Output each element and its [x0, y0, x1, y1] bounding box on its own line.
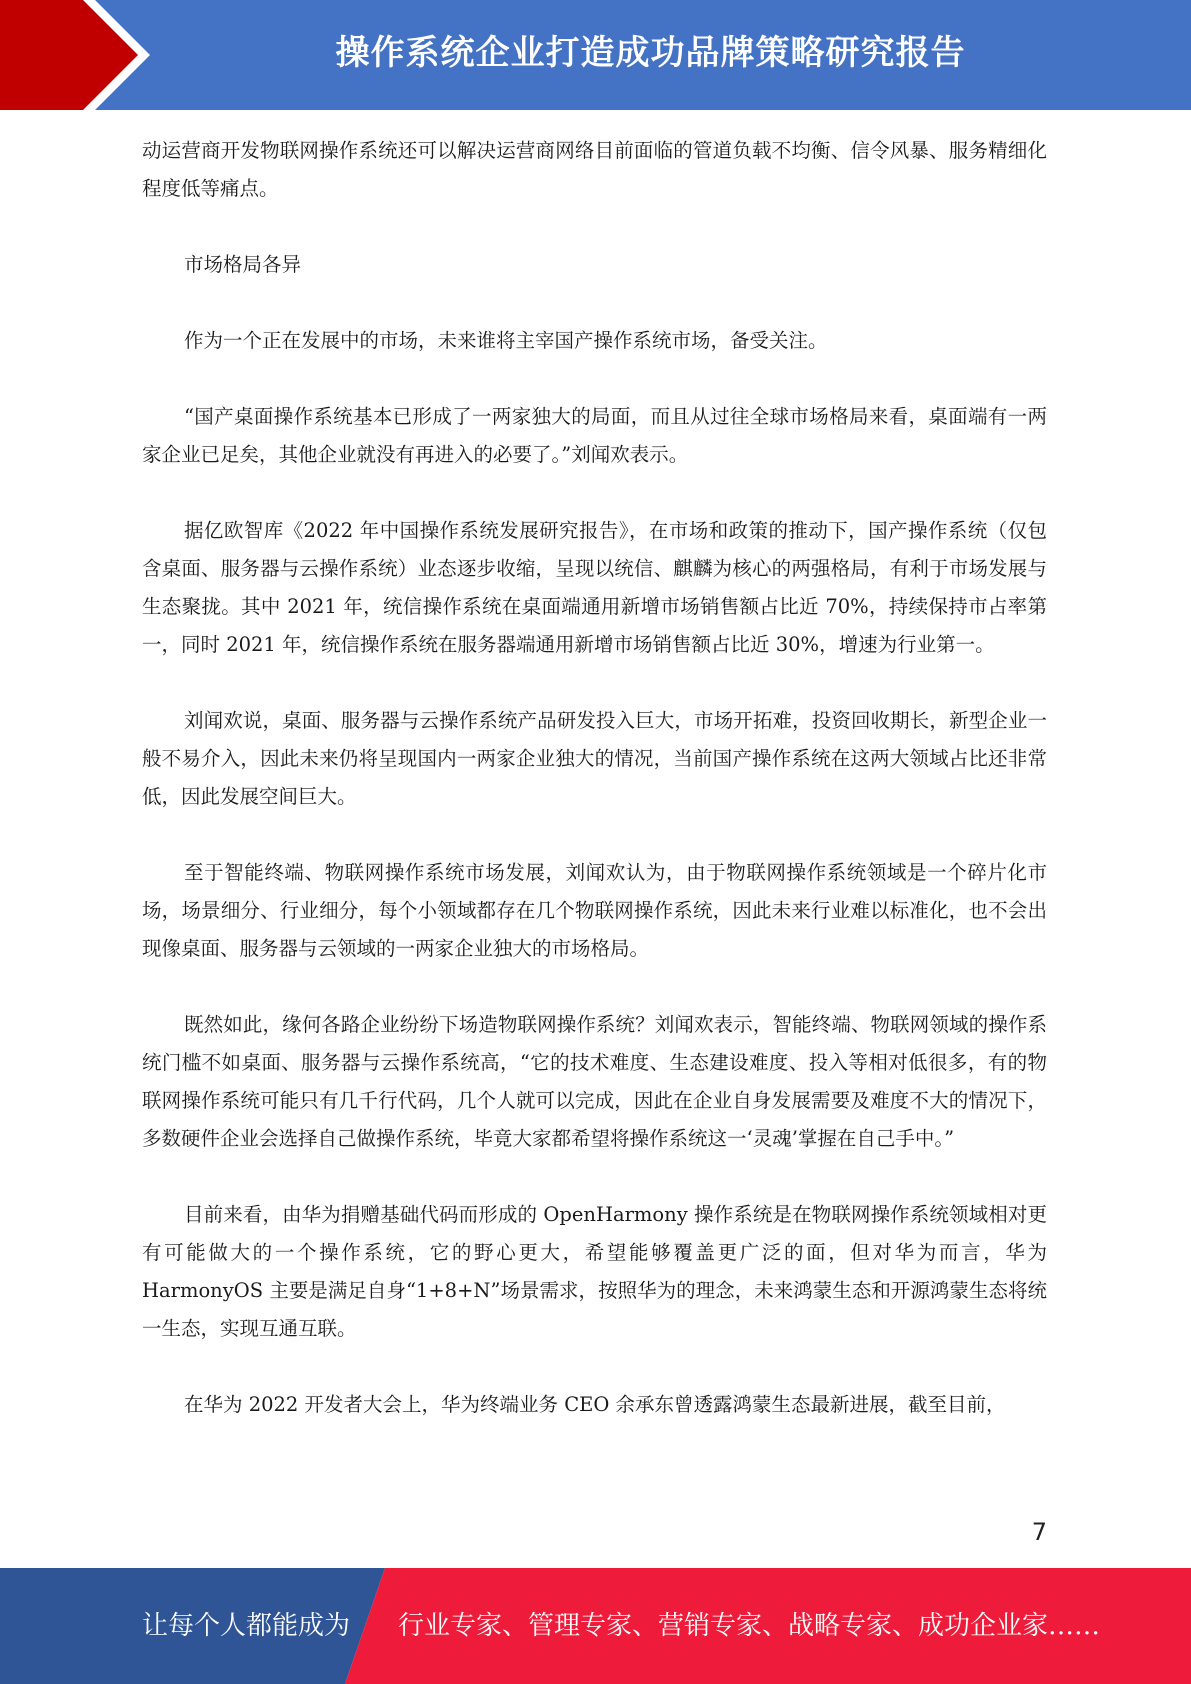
paragraph: 作为一个正在发展中的市场，未来谁将主宰国产操作系统市场，备受关注。	[184, 329, 828, 352]
footer-slogan-left: 让每个人都能成为	[142, 1611, 351, 1641]
paragraph: 刘闻欢说，桌面、服务器与云操作系统产品研发投入巨大，市场开拓难，投资回收期长，新型企业一般不易介入，因此未来仍将呈现国内一两家企业独大的情况，当前国产操作系统在这两大领域占比还非常低，因此发展空间巨大。	[142, 709, 1047, 808]
body-text	[142, 132, 1047, 1462]
section-heading: 市场格局各异	[184, 253, 302, 276]
paragraph-continued: 动运营商开发物联网操作系统还可以解决运营商网络目前面临的管道负载不均衡、信令风暴、服务精细化程度低等痛点。	[142, 139, 1047, 200]
paragraph: 至于智能终端、物联网操作系统市场发展，刘闻欢认为，由于物联网操作系统领域是一个碎片化市场，场景细分、行业细分，每个小领域都存在几个物联网操作系统，因此未来行业难以标准化，也不会出现像桌面、服务器与云领域的一两家企业独大的市场格局。	[142, 861, 1047, 960]
paragraph: 据亿欧智库《2022 年中国操作系统发展研究报告》，在市场和政策的推动下，国产操作系统（仅包含桌面、服务器与云操作系统）业态逐步收缩，呈现以统信、麒麟为核心的两强格局，有利于市场发展与生态聚拢。其中 2021 年，统信操作系统在桌面端通用新增市场销售额占比近 70%，持续保持市占率第一，同时 2021 年，统信操作系统在服务器端通用新增市场销售额占比近 30%，增速为行业第一。	[142, 519, 1047, 656]
page-number: 7	[1031, 1518, 1047, 1546]
paragraph: 既然如此，缘何各路企业纷纷下场造物联网操作系统？刘闻欢表示，智能终端、物联网领域的操作系统门槛不如桌面、服务器与云操作系统高，“它的技术难度、生态建设难度、投入等相对低很多，有的物联网操作系统可能只有几千行代码，几个人就可以完成，因此在企业自身发展需要及难度不大的情况下，多数硬件企业会选择自己做操作系统，毕竟大家都希望将操作系统这一‘灵魂’掌握在自己手中。”	[142, 1013, 1047, 1150]
footer-banner	[0, 1568, 1191, 1684]
footer-slogan-right: 行业专家、管理专家、营销专家、战略专家、成功企业家……	[398, 1611, 1101, 1641]
report-title: 操作系统企业打造成功品牌策略研究报告	[335, 33, 966, 73]
red-chevron-icon	[0, 0, 160, 110]
paragraph: 目前来看，由华为捐赠基础代码而形成的 OpenHarmony 操作系统是在物联网操作系统领域相对更有可能做大的一个操作系统，它的野心更大，希望能够覆盖更广泛的面，但对华为而言，华为 HarmonyOS 主要是满足自身“1+8+N”场景需求，按照华为的理念，未来鸿蒙生态和开源鸿蒙生态将统一生态，实现互通互联。	[142, 1203, 1047, 1340]
paragraph: 在华为 2022 开发者大会上，华为终端业务 CEO 余承东曾透露鸿蒙生态最新进展，截至目前，	[184, 1393, 1006, 1416]
header-banner	[0, 0, 1191, 110]
paragraph: “国产桌面操作系统基本已形成了一两家独大的局面，而且从过往全球市场格局来看，桌面端有一两家企业已足矣，其他企业就没有再进入的必要了。”刘闻欢表示。	[142, 405, 1047, 466]
